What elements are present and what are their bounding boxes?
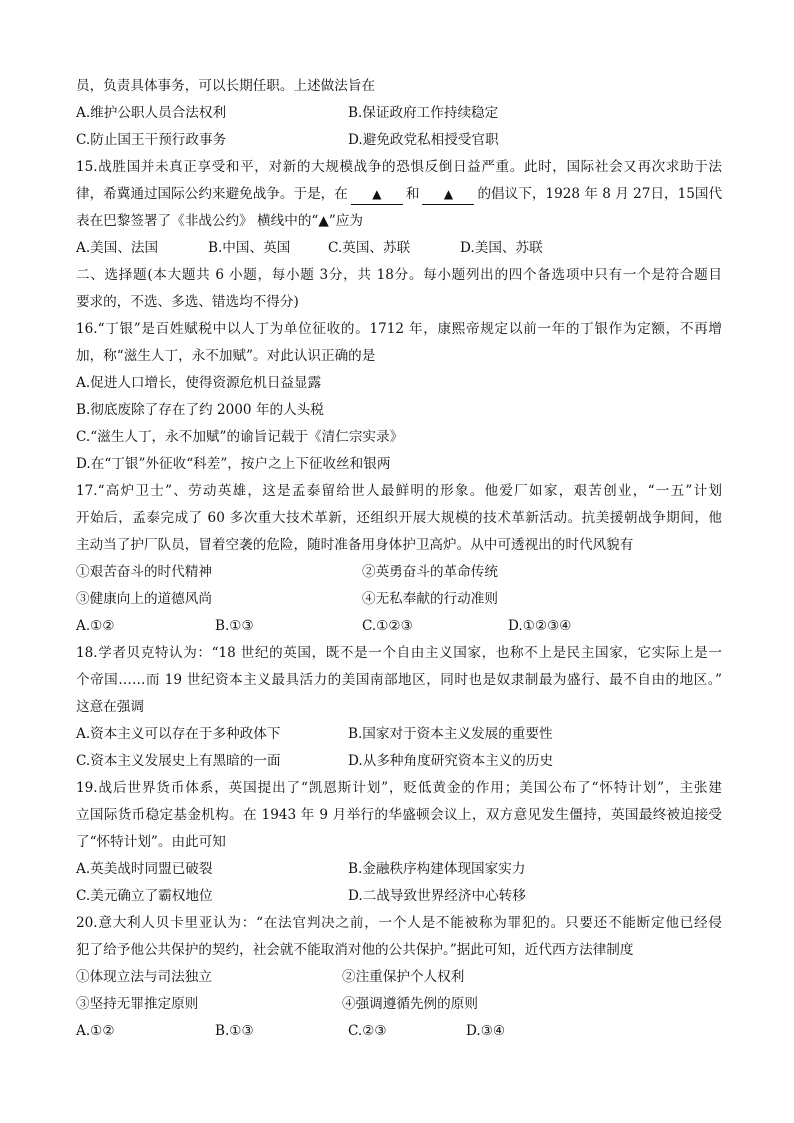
q15-stem-and: 和 xyxy=(405,186,420,202)
q18-option-a: A.资本主义可以存在于多种政体下 xyxy=(76,726,281,742)
q17-option-c: C.①②③ xyxy=(362,618,413,634)
q17-stem-line1: 17.“高炉卫士”、劳动英雄，这是孟泰留给世人最鲜明的形象。他爱厂如家，艰苦创业，“一五”计划 xyxy=(76,483,722,499)
q15-stem-text-b: 的倡议下，1928 年 8 月 27日，15国代 xyxy=(477,186,723,202)
q15-option-b: B.中国、英国 xyxy=(208,240,291,256)
q20-item-1: ①体现立法与司法独立 xyxy=(76,969,212,985)
q18-option-d: D.从多种角度研究资本主义的历史 xyxy=(348,753,554,769)
q20-item-4: ④强调遵循先例的原则 xyxy=(342,996,478,1012)
q20-option-a: A.①② xyxy=(76,1023,115,1039)
q20-option-c: C.②③ xyxy=(348,1023,387,1039)
q16-option-d: D.在“丁银”外征收“科差”，按户之上下征收丝和银两 xyxy=(76,456,391,472)
q19-option-a: A.英美战时同盟已破裂 xyxy=(76,861,213,877)
q20-option-b: B.①③ xyxy=(215,1023,254,1039)
q19-option-b: B.金融秩序构建体现国家实力 xyxy=(348,861,526,877)
triangle-mark-icon: ▲ xyxy=(372,187,382,201)
q20-item-3: ③坚持无罪推定原则 xyxy=(76,996,199,1012)
q15-stem-text-a: 律，希冀通过国际公约来避免战争。于是，在 xyxy=(76,186,348,202)
section2-heading-line2: 要求的，不选、多选、错选均不得分) xyxy=(76,294,299,310)
q19-stem-line3: 了“怀特计划”。由此可知 xyxy=(76,834,226,850)
q19-option-d: D.二战导致世界经济中心转移 xyxy=(348,888,526,904)
q15-blank-2 xyxy=(422,184,474,205)
q15-stem-line3: 表在巴黎签署了《非战公约》 横线中的“▲”应为 xyxy=(76,213,363,229)
q16-stem-line2: 加，称“滋生人丁，永不加赋”。对此认识正确的是 xyxy=(76,348,376,364)
q19-stem-line2: 立国际货币稳定基金机构。在 1943 年 9 月举行的华盛顿会议上，双方意见发生僵持，英国最终被迫接受 xyxy=(76,807,722,823)
q17-option-d: D.①②③④ xyxy=(508,618,572,634)
q15-option-d: D.美国、苏联 xyxy=(460,240,543,256)
q14-option-b: B.保证政府工作持续稳定 xyxy=(348,105,499,121)
triangle-mark-icon: ▲ xyxy=(443,187,454,201)
q16-option-c: C.“滋生人丁，永不加赋”的谕旨记载于《清仁宗实录》 xyxy=(76,429,404,445)
q17-item-2: ②英勇奋斗的革命传统 xyxy=(362,564,498,580)
q15-stem-line2 xyxy=(76,181,722,207)
q20-option-d: D.③④ xyxy=(466,1023,506,1039)
q15-stem-line1: 15.战胜国并未真正享受和平，对新的大规模战争的恐惧反倒日益严重。此时，国际社会又再次求助于法 xyxy=(76,159,722,175)
q15-blank-1 xyxy=(351,184,403,205)
q17-option-b: B.①③ xyxy=(215,618,254,634)
q15-option-c: C.英国、苏联 xyxy=(328,240,411,256)
q16-option-a: A.促进人口增长，使得资源危机日益显露 xyxy=(76,375,322,391)
q20-stem-line1: 20.意大利人贝卡里亚认为：“在法官判决之前，一个人是不能被称为罪犯的。只要还不能断定他已经侵 xyxy=(76,915,722,931)
q16-stem-line1: 16.“丁银”是百姓赋税中以人丁为单位征收的。1712 年，康熙帝规定以前一年的丁银作为定额，不再增 xyxy=(76,321,722,337)
q14-option-c: C.防止国王干预行政事务 xyxy=(76,132,227,148)
q18-stem-line1: 18.学者贝克特认为：“18 世纪的英国，既不是一个自由主义国家，也称不上是民主国家，它实际上是一 xyxy=(76,645,722,661)
q20-stem-line2: 犯了给予他公共保护的契约，社会就不能取消对他的公共保护。”据此可知，近代西方法律制度 xyxy=(76,942,634,958)
q18-stem-line2: 个帝国……而 19 世纪资本主义最具活力的美国南部地区，同时也是奴隶制最为盛行、最不自由的地区。” xyxy=(76,672,722,688)
q19-option-c: C.美元确立了霸权地位 xyxy=(76,888,213,904)
q16-option-b: B.彻底废除了存在了约 2000 年的人头税 xyxy=(76,402,324,418)
q18-stem-line3: 这意在强调 xyxy=(76,699,144,715)
q17-item-3: ③健康向上的道德风尚 xyxy=(76,591,212,607)
q18-option-c: C.资本主义发展史上有黑暗的一面 xyxy=(76,753,281,769)
q17-option-a: A.①② xyxy=(76,618,115,634)
q14-stem-tail: 员，负责具体事务，可以长期任职。上述做法旨在 xyxy=(76,78,376,94)
q20-item-2: ②注重保护个人权利 xyxy=(342,969,465,985)
q17-stem-line3: 主动当了护厂队员，冒着空袭的危险，随时准备用身体护卫高炉。从中可透视出的时代风貌有 xyxy=(76,537,634,553)
q14-option-d: D.避免政党私相授受官职 xyxy=(348,132,499,148)
q18-option-b: B.国家对于资本主义发展的重要性 xyxy=(348,726,553,742)
q17-stem-line2: 开始后，孟泰完成了 60 多次重大技术革新，还组织开展大规模的技术革新活动。抗美援朝战争期间，他 xyxy=(76,510,722,526)
section2-heading-line1: 二、选择题(本大题共 6 小题，每小题 3分，共 18分。每小题列出的四个备选项中只有一个是符合题目 xyxy=(76,267,722,283)
q15-option-a: A.美国、法国 xyxy=(76,240,159,256)
q14-option-a: A.维护公职人员合法权利 xyxy=(76,105,227,121)
q17-item-4: ④无私奉献的行动准则 xyxy=(362,591,498,607)
q19-stem-line1: 19.战后世界货币体系，英国提出了“凯恩斯计划”，贬低黄金的作用；美国公布了“怀特计划”，主张建 xyxy=(76,780,722,796)
q17-item-1: ①艰苦奋斗的时代精神 xyxy=(76,564,212,580)
